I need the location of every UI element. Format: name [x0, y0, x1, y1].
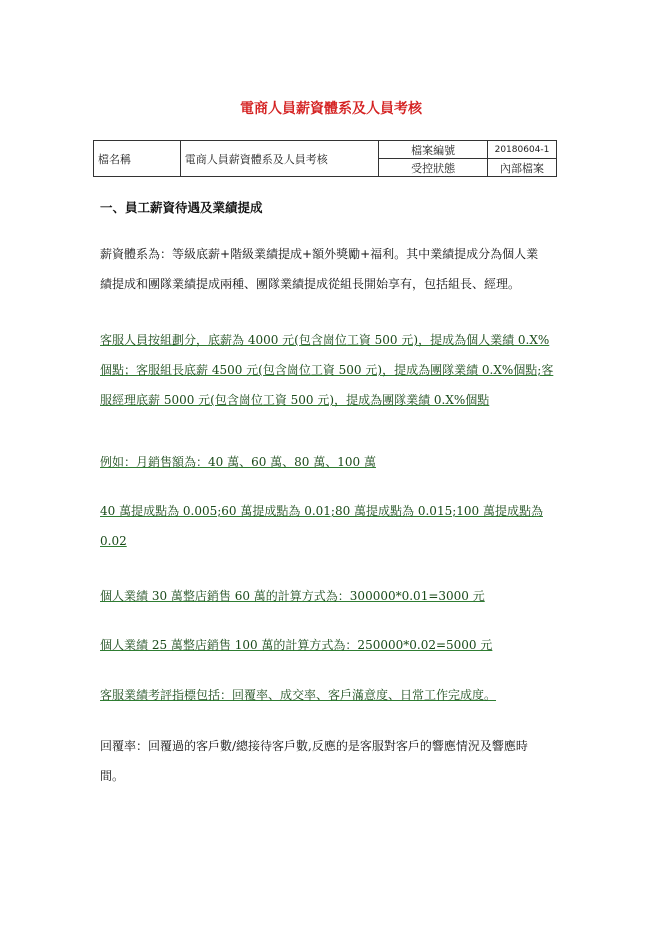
file-number-label: 檔案編號 — [379, 141, 488, 159]
table-row — [94, 141, 557, 159]
evaluation-indicators-paragraph — [100, 680, 562, 710]
file-number-value: 20180604-1 — [488, 141, 557, 159]
paragraph-line: 客服業績考評指標包括：回覆率、成交率、客戶滿意度、日常工作完成度。 — [100, 688, 497, 702]
example-paragraph — [100, 447, 562, 477]
salary-system-paragraph — [100, 239, 562, 299]
calculation-example-2 — [100, 630, 562, 660]
file-name-label: 檔名稱 — [94, 141, 181, 177]
paragraph-line: 間。 — [100, 769, 125, 783]
paragraph-line: 客服人員按組劃分，底薪為 4000 元(包含崗位工資 500 元)，提成為個人業績 0.X% — [100, 333, 550, 347]
paragraph-line: 0.02 — [100, 534, 127, 548]
paragraph-line: 服經理底薪 5000 元(包含崗位工資 500 元)，提成為團隊業績 0.X%個點 — [100, 393, 490, 407]
paragraph-line: 薪資體系為：等級底薪+階級業績提成+額外獎勵+福利。其中業績提成分為個人業 — [100, 247, 539, 261]
paragraph-line: 個人業績 30 萬整店銷售 60 萬的計算方式為：300000*0.01=3000 元 — [100, 589, 485, 603]
reply-rate-paragraph — [100, 731, 562, 791]
document-title: 電商人員薪資體系及人員考核 — [240, 101, 422, 117]
commission-rate-paragraph — [100, 496, 562, 556]
paragraph-line: 個人業績 25 萬整店銷售 100 萬的計算方式為：250000*0.02=5000 元 — [100, 638, 493, 652]
document-info-table — [93, 140, 557, 177]
paragraph-line: 績提成和團隊業績提成兩種、團隊業績提成從組長開始享有，包括組長、經理。 — [100, 277, 521, 291]
paragraph-line: 回覆率：回覆過的客戶數/總接待客戶數,反應的是客服對客戶的響應情況及響應時 — [100, 739, 528, 753]
file-name-value: 電商人員薪資體系及人員考核 — [180, 141, 378, 177]
paragraph-line: 40 萬提成點為 0.005;60 萬提成點為 0.01;80 萬提成點為 0.015;100 萬提成點為 — [100, 504, 543, 518]
control-status-label: 受控狀態 — [379, 159, 488, 177]
calculation-example-1 — [100, 581, 562, 611]
customer-service-salary-paragraph — [100, 325, 562, 415]
section-heading: 一、員工薪資待遇及業績提成 — [100, 200, 263, 215]
control-status-value: 內部檔案 — [488, 159, 557, 177]
paragraph-line: 例如：月銷售額為：40 萬、60 萬、80 萬、100 萬 — [100, 455, 376, 469]
paragraph-line: 個點；客服組長底薪 4500 元(包含崗位工資 500 元)，提成為團隊業績 0.X%個點;客 — [100, 363, 554, 377]
